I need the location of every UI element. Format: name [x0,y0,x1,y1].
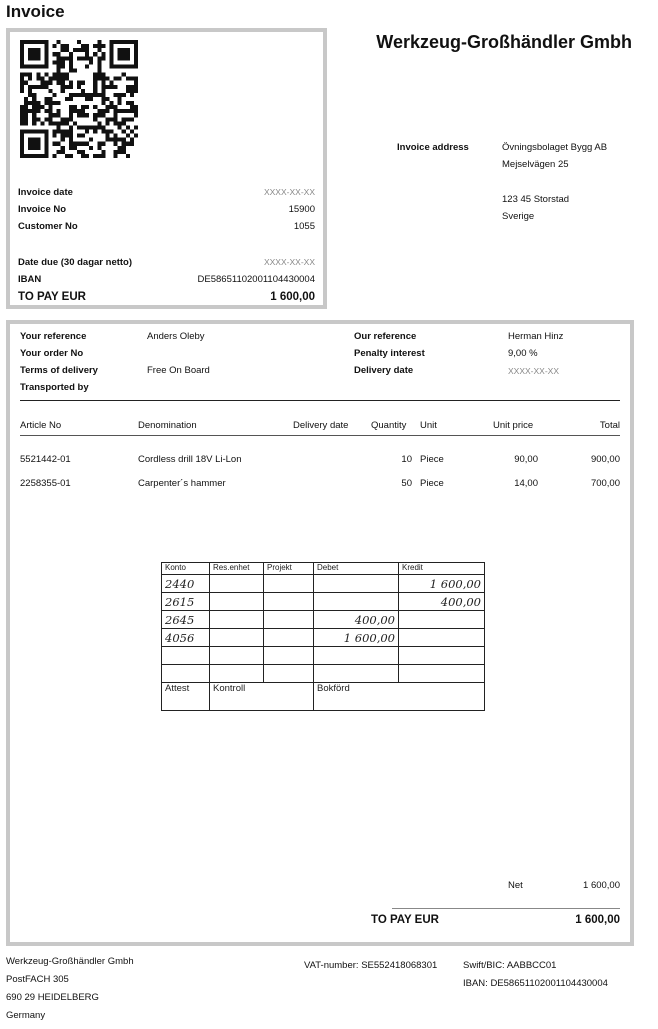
kredit-cell [399,629,485,647]
address-line: Övningsbolaget Bygg AB [502,142,608,153]
row-total: 900,00 [590,454,620,465]
konto-cell: 2645 [162,611,210,629]
debet-cell: 1 600,00 [314,629,399,647]
total-to-pay-label: TO PAY EUR [371,914,439,926]
col-unit-price: Unit price [493,420,534,431]
transported-label: Transported by [20,382,89,393]
our-reference-label: Our reference [354,331,417,342]
page-title: Invoice [6,2,65,21]
konto-header: Konto [162,563,210,575]
accounting-entry-row [162,593,485,611]
col-denomination: Denomination [138,420,197,431]
qr-code-icon [20,40,138,158]
delivery-date-value: XXXX-XX-XX [508,366,560,376]
empty-cell [399,665,485,683]
header-divider [20,435,620,436]
accounting-entry-row [162,575,485,593]
empty-cell [264,611,314,629]
your-order-label: Your order No [20,348,84,359]
empty-cell [162,665,210,683]
date-due-row [18,257,315,271]
row-denomination: Cordless drill 18V Li-Lon [138,454,242,465]
address-line: Sverige [502,211,535,222]
empty-cell [210,647,264,665]
our-reference-value: Herman Hinz [508,331,564,342]
row-quantity: 10 [401,454,412,465]
empty-cell [314,647,399,665]
row-article: 5521442-01 [20,454,71,465]
konto-cell: 2440 [162,575,210,593]
empty-cell [210,575,264,593]
invoice-summary-box [6,28,327,309]
customer-no-label: Customer No [18,221,78,232]
iban-value: DE58651102001104430004 [197,274,315,285]
footer-vat: VAT-number: SE552418068301 [304,960,438,971]
to-pay-row [18,291,315,305]
kredit-header: Kredit [399,563,485,575]
footer-company: Werkzeug-Großhändler Gmbh [6,956,134,967]
kredit-cell [399,611,485,629]
col-quantity: Quantity [371,420,407,431]
invoice-no-row [18,204,315,218]
accounting-empty-row [162,665,485,683]
invoice-no-label: Invoice No [18,204,67,215]
bokford-cell: Bokförd [314,683,485,711]
footer-iban: IBAN: DE58651102001104430004 [463,978,608,989]
kredit-cell: 1 600,00 [399,575,485,593]
col-unit: Unit [420,420,437,431]
invoice-date-value: XXXX-XX-XX [263,187,315,197]
divider [20,400,620,401]
footer-city: 690 29 HEIDELBERG [6,992,99,1003]
konto-cell: 2615 [162,593,210,611]
invoice-details-box [6,320,634,946]
empty-cell [264,665,314,683]
invoice-address-label: Invoice address [397,142,469,153]
kontroll-cell: Kontroll [210,683,314,711]
debet-cell [314,575,399,593]
row-quantity: 50 [401,478,412,489]
date-due-label: Date due (30 dagar netto) [18,257,133,268]
accounting-foot-row [162,683,485,711]
row-total: 700,00 [590,478,620,489]
empty-cell [210,593,264,611]
col-total: Total [599,420,620,431]
konto-cell: 4056 [162,629,210,647]
accounting-entry-row [162,611,485,629]
footer-swift: Swift/BIC: AABBCC01 [463,960,557,971]
to-pay-value: 1 600,00 [270,291,315,303]
invoice-no-value: 15900 [288,204,315,215]
row-unit-price: 90,00 [514,454,538,465]
to-pay-label: TO PAY EUR [18,291,86,303]
iban-row [18,274,315,288]
terms-label: Terms of delivery [20,365,98,376]
date-due-value: XXXX-XX-XX [263,257,315,267]
terms-value: Free On Board [147,365,210,376]
invoice-date-label: Invoice date [18,187,73,198]
empty-cell [264,647,314,665]
col-delivery-date: Delivery date [293,420,349,431]
company-name: Werkzeug-Großhändler Gmbh [376,32,632,52]
empty-cell [264,629,314,647]
empty-cell [264,575,314,593]
net-value: 1 600,00 [583,880,620,891]
empty-cell [210,665,264,683]
accounting-empty-row [162,647,485,665]
footer-country: Germany [6,1010,46,1021]
address-line: Mejselvägen 25 [502,159,569,170]
col-article: Article No [20,420,62,431]
net-label: Net [508,880,523,891]
empty-cell [264,593,314,611]
row-article: 2258355-01 [20,478,71,489]
empty-cell [314,665,399,683]
total-to-pay-value: 1 600,00 [575,914,620,926]
penalty-value: 9,00 % [508,348,538,359]
debet-header: Debet [314,563,399,575]
penalty-label: Penalty interest [354,348,425,359]
your-reference-label: Your reference [20,331,87,342]
row-denomination: Carpenter´s hammer [138,478,226,489]
invoice-date-row [18,187,315,201]
row-unit: Piece [420,478,444,489]
res-enhet-header: Res.enhet [210,563,264,575]
projekt-header: Projekt [264,563,314,575]
empty-cell [399,647,485,665]
row-unit: Piece [420,454,444,465]
debet-cell [314,593,399,611]
delivery-date-label: Delivery date [354,365,414,376]
your-reference-value: Anders Oleby [147,331,205,342]
attest-cell: Attest [162,683,210,711]
footer-postbox: PostFACH 305 [6,974,69,985]
empty-cell [162,647,210,665]
iban-label: IBAN [18,274,42,285]
accounting-stamp-table [161,562,485,711]
customer-no-value: 1055 [293,221,315,232]
kredit-cell: 400,00 [399,593,485,611]
empty-cell [210,611,264,629]
empty-cell [210,629,264,647]
address-line: 123 45 Storstad [502,194,570,205]
debet-cell: 400,00 [314,611,399,629]
total-divider [392,908,620,909]
accounting-entry-row [162,629,485,647]
row-unit-price: 14,00 [514,478,538,489]
accounting-head-row [162,563,485,575]
customer-no-row [18,221,315,235]
